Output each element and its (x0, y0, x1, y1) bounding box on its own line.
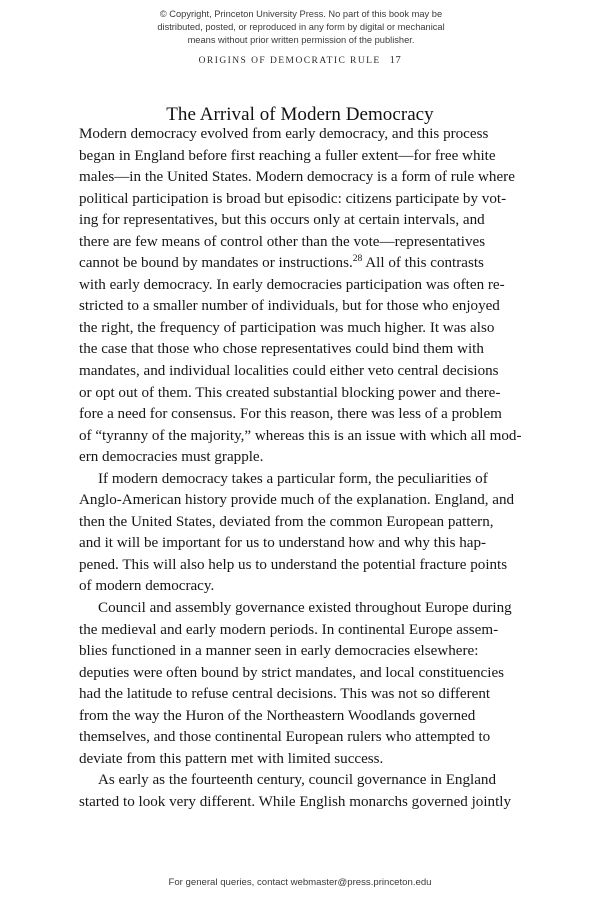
text-run: All of this contrasts (362, 255, 484, 272)
text-line: ern democracies must grapple. (79, 449, 264, 466)
text-line: had the latitude to refuse central decisions. This was not so different (79, 686, 491, 703)
text-line: deviate from this pattern met with limited success. (79, 750, 384, 767)
text-line: Modern democracy evolved from early democracy, and this process (79, 126, 489, 142)
paragraph-4 (79, 770, 511, 813)
paragraph-1 (79, 124, 522, 469)
text-line: pened. This will also help us to understand the potential fracture points (79, 556, 508, 573)
text-line: deputies were often bound by strict mandates, and local constituencies (79, 664, 505, 681)
paragraph-2 (79, 469, 515, 598)
text-line: Anglo-American history provide much of the explanation. England, and (79, 492, 515, 509)
footnote-marker[interactable]: 28 (352, 253, 363, 265)
text-line (79, 469, 511, 491)
text-line: political participation is broad but episodic: citizens participate by vot- (79, 190, 507, 207)
text-line: stricted to a smaller number of individuals, but for those who enjoyed (79, 298, 500, 315)
text-line: blies functioned in a manner seen in early democracies elsewhere: (79, 643, 479, 660)
text-run: As early as the fourteenth century, council governance in England (98, 772, 497, 789)
copyright-notice (131, 8, 471, 48)
running-head (0, 55, 600, 66)
copyright-line-2: distributed, posted, or reproduced in any form by digital or mechanical (157, 22, 445, 33)
body-text-column (79, 124, 522, 814)
text-line: the medieval and early modern periods. In continental Europe assem- (79, 621, 499, 638)
running-head-title: ORIGINS OF DEMOCRATIC RULE (198, 56, 381, 66)
page-footer: For general queries, contact webmaster@press.princeton.edu (168, 877, 432, 888)
text-run: Council and assembly governance existed throughout Europe during (98, 600, 512, 617)
text-line: started to look very different. While English monarchs governed jointly (79, 793, 512, 810)
text-line: and it will be important for us to understand how and why this hap- (79, 535, 487, 552)
paragraph-3 (79, 598, 511, 770)
page-number: 17 (389, 55, 402, 66)
text-line: there are few means of control other than the vote—representatives (79, 233, 486, 250)
text-line: the right, the frequency of participation was much higher. It was also (79, 319, 495, 336)
text-line-with-footnote (79, 253, 511, 275)
page-title: The Arrival of Modern Democracy (166, 103, 434, 125)
text-line: of modern democracy. (79, 578, 215, 595)
text-line: of “tyranny of the majority,” whereas this is an issue with which all mod- (79, 427, 522, 444)
text-line: with early democracy. In early democracies participation was often re- (79, 276, 505, 293)
text-line (79, 598, 511, 620)
text-run: If modern democracy takes a particular form, the peculiarities of (98, 470, 488, 487)
text-line: or opt out of them. This created substantial blocking power and there- (79, 384, 501, 401)
copyright-line-1: © Copyright, Princeton University Press. No part of this book may be (159, 9, 443, 19)
text-line: from the way the Huron of the Northeastern Woodlands governed (79, 707, 476, 724)
text-line: then the United States, deviated from the common European pattern, (79, 513, 494, 530)
text-line (79, 770, 511, 792)
text-run: cannot be bound by mandates or instructions. (79, 255, 353, 272)
text-line: began in England before first reaching a fuller extent—for free white (79, 147, 496, 164)
text-line: males—in the United States. Modern democracy is a form of rule where (79, 169, 515, 186)
text-line: ing for representatives, but this occurs only at certain intervals, and (79, 212, 485, 229)
copyright-line-3: means without prior written permission of the publisher. (187, 35, 415, 46)
text-line: themselves, and those continental European rulers who attempted to (79, 729, 491, 746)
text-line: the case that those who chose representatives could bind them with (79, 341, 484, 358)
text-line: mandates, and individual localities could either veto central decisions (79, 363, 499, 380)
text-line: fore a need for consensus. For this reason, there was less of a problem (79, 406, 502, 423)
